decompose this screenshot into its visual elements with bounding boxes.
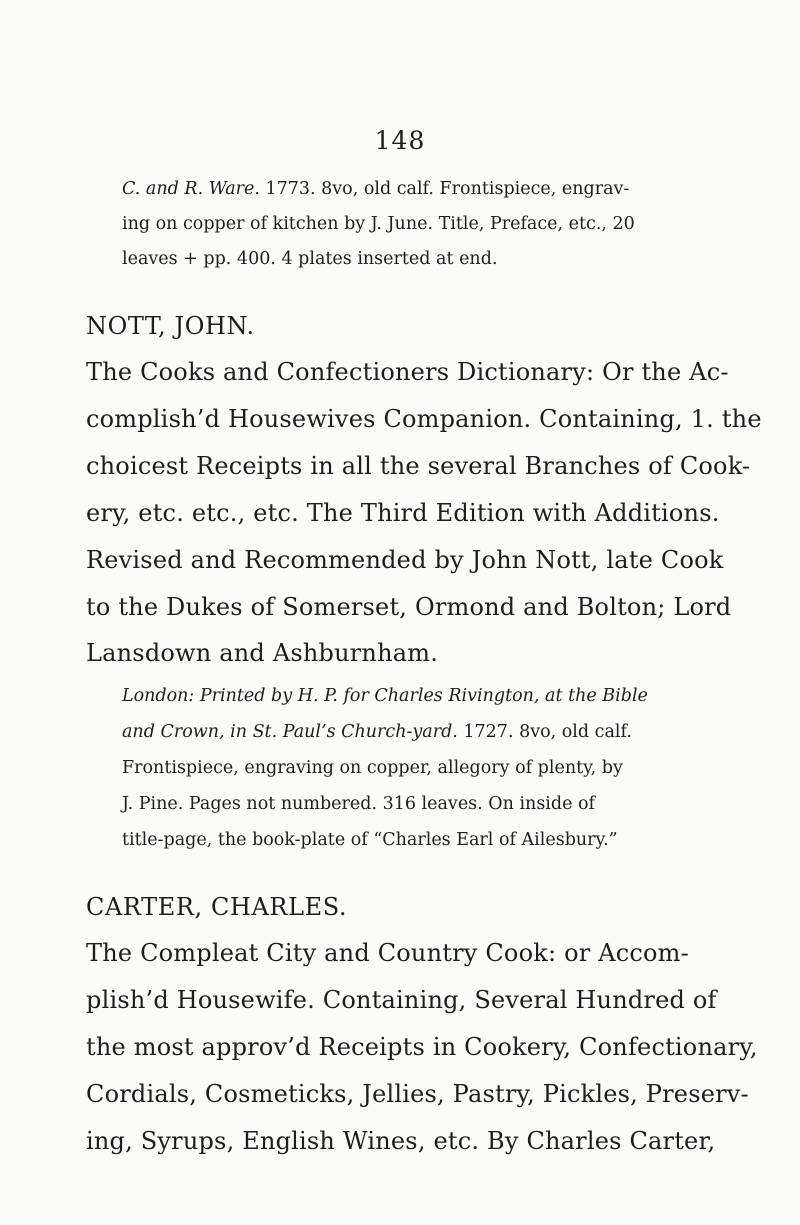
entry2-desc-line-1: Frontispiece, engraving on copper, allegory of plenty, by — [122, 758, 623, 778]
entry3-title-line-4: Cordials, Cosmeticks, Jellies, Pastry, Pickles, Preserv- — [86, 1080, 749, 1108]
entry2-imprint-line-2 — [122, 720, 632, 744]
entry1-line-2: ing on copper of kitchen by J. June. Title, Preface, etc., 20 — [122, 214, 635, 234]
entry1-line-1-rest: 1773. 8vo, old calf. Frontispiece, engrav- — [259, 179, 630, 199]
page-number: 148 — [374, 126, 426, 155]
entry3-title-line-2: plish’d Housewife. Containing, Several Hundred of — [86, 986, 717, 1014]
entry2-desc-line-2: J. Pine. Pages not numbered. 316 leaves. On inside of — [122, 794, 596, 814]
entry2-title-line-7: Lansdown and Ashburnham. — [86, 639, 439, 667]
entry2-imprint-line-1: London: Printed by H. P. for Charles Rivington, at the Bible — [122, 686, 648, 706]
entry2-title-line-3: choicest Receipts in all the several Branches of Cook- — [86, 452, 751, 480]
entry1-line-1 — [122, 177, 629, 201]
entry1-author-initial: C. — [122, 179, 141, 199]
entry2-title-line-4: ery, etc. etc., etc. The Third Edition with Additions. — [86, 499, 720, 527]
entry1-author-and: and — [145, 179, 179, 199]
entry2-imprint-date: 1727. 8vo, old calf. — [457, 722, 632, 742]
entry3-title-line-1: The Compleat City and Country Cook: or Accom- — [86, 939, 689, 967]
entry2-imprint-place: and Crown, in St. Paul’s Church-yard. — [122, 722, 458, 742]
entry1-author-name: R. Ware. — [184, 179, 260, 199]
entry2-title-line-2: complish’d Housewives Companion. Containing, 1. the — [86, 405, 762, 433]
entry2-title-line-5: Revised and Recommended by John Nott, late Cook — [86, 546, 724, 574]
entry2-heading: NOTT, JOHN. — [86, 312, 255, 340]
entry3-title-line-5: ing, Syrups, English Wines, etc. By Charles Carter, — [86, 1127, 716, 1155]
entry2-title-line-1: The Cooks and Confectioners Dictionary: Or the Ac- — [86, 358, 729, 386]
entry1-line-3: leaves + pp. 400. 4 plates inserted at end. — [122, 249, 498, 269]
entry2-title-line-6: to the Dukes of Somerset, Ormond and Bolton; Lord — [86, 593, 732, 621]
entry2-desc-line-3: title-page, the book-plate of “Charles Earl of Ailesbury.” — [122, 830, 618, 850]
entry3-title-line-3: the most approv’d Receipts in Cookery, Confectionary, — [86, 1033, 758, 1061]
entry3-heading: CARTER, CHARLES. — [86, 893, 348, 921]
